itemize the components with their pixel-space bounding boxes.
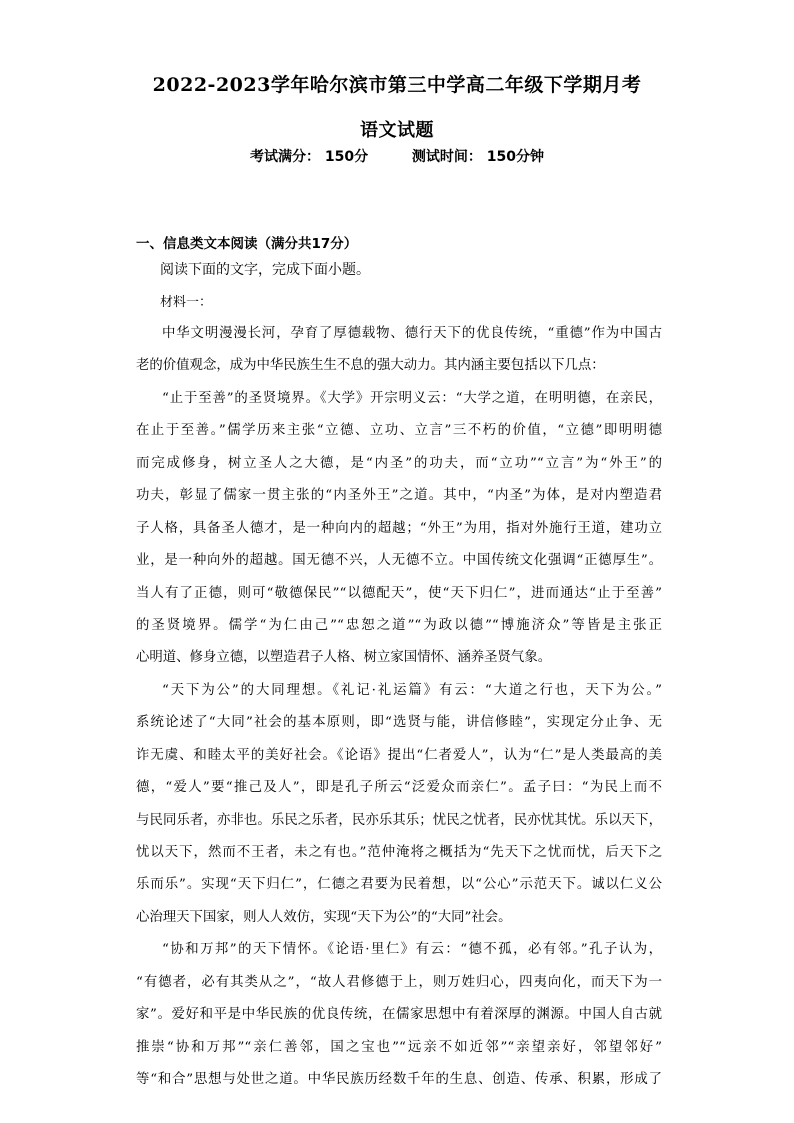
score-label: 考试满分： (250, 149, 321, 165)
passage-line: “有德者，必有其类从之”，“故人君修德于上，则万姓归心，四夷向化，而天下为一 (136, 974, 662, 990)
passage-line: “协和万邦”的天下情怀。《论语·里仁》有云：“德不孤，必有邻。”孔子认为， (162, 942, 662, 958)
passage-line: 业，是一种向外的超越。国无德不兴，人无德不立。中国传统文化强调“正德厚生”。 (136, 553, 662, 569)
passage-line: 系统论述了“大同”社会的基本原则，即“选贤与能，讲信修睦”，实现定分止争、无 (136, 715, 662, 731)
passage-body (136, 318, 662, 1097)
section-heading: 一、信息类文本阅读（满分共17分） (136, 236, 358, 252)
time-label: 测试时间： (411, 149, 482, 165)
passage-line: 的圣贤境界。儒学“为仁由己”“忠恕之道”“为政以德”“博施济众”等皆是主张正 (136, 617, 662, 633)
score-value: 150分 (324, 149, 369, 165)
exam-subtitle: 语文试题 (360, 120, 434, 141)
passage-line: 忧以天下，然而不王者，未之有也。”范仲淹将之概括为“先天下之忧而忧，后天下之 (136, 845, 662, 860)
passage-line: 德，“爱人”要“推己及人”，即是孔子所云“泛爱众而亲仁”。孟子曰：“为民上而不 (136, 780, 662, 796)
passage-line: 当人有了正德，则可“敬德保民”“以德配天”，使“天下归仁”，进而通达“止于至善” (136, 585, 662, 601)
passage-line: 心明道、修身立德，以塑造君子人格、树立家国情怀、涵养圣贤气象。 (136, 650, 552, 666)
time-value: 150分钟 (486, 149, 544, 165)
passage-line: “天下为公”的大同理想。《礼记·礼运篇》有云：“大道之行也，天下为公。” (162, 682, 662, 698)
passage-line: 功夫，彰显了儒家一贯主张的“内圣外王”之道。其中，“内圣”为体，是对内塑造君 (136, 488, 662, 504)
passage-line: 乐而乐”。实现“天下归仁”，仁德之君要为民着想，以“公心”示范天下。诚以仁义公 (136, 877, 662, 893)
passage-line: 子人格，具备圣人德才，是一种向内的超越；“外王”为用，指对外施行王道，建功立 (136, 520, 662, 536)
section-instruction: 阅读下面的文字，完成下面小题。 (160, 262, 370, 278)
passage-line: 诈无虞、和睦太平的美好社会。《论语》提出“仁者爱人”，认为“仁”是人类最高的美 (136, 747, 662, 763)
passage-line: 中华文明漫漫长河，孕育了厚德载物、德行天下的优良传统，“重德”作为中国古 (162, 326, 662, 341)
passage-line: 心治理天下国家，则人人效仿，实现“天下为公”的“大同”社会。 (136, 909, 512, 925)
passage-line: 在止于至善。”儒学历来主张“立德、立功、立言”三不朽的价值，“立德”即明明德 (136, 423, 662, 439)
passage-line: 等“和合”思想与处世之道。中华民族历经数千年的生息、创造、传承、积累，形成了 (136, 1072, 662, 1088)
passage-line: 与民同乐者，亦非也。乐民之乐者，民亦乐其乐；忧民之忧者，民亦忧其忧。乐以天下， (136, 812, 662, 828)
passage-line: 推崇“协和万邦”“亲仁善邻，国之宝也”“远亲不如近邻”“亲望亲好，邻望邻好” (136, 1039, 662, 1055)
passage-line: 家”。爱好和平是中华民族的优良传统，在儒家思想中有着深厚的渊源。中国人自古就 (136, 1007, 662, 1023)
exam-title: 2022-2023学年哈尔滨市第三中学高二年级下学期月考 (152, 74, 642, 96)
exam-meta (0, 146, 794, 166)
material-label: 材料一： (160, 295, 213, 310)
passage-line: 老的价值观念，成为中华民族生生不息的强大动力。其内涵主要包括以下几点： (136, 358, 605, 374)
passage-line: “止于至善”的圣贤境界。《大学》开宗明义云：“大学之道，在明明德，在亲民， (162, 390, 662, 406)
passage-line: 而完成修身，树立圣人之大德，是“内圣”的功夫，而“立功”“立言”为“外王”的 (136, 455, 662, 471)
